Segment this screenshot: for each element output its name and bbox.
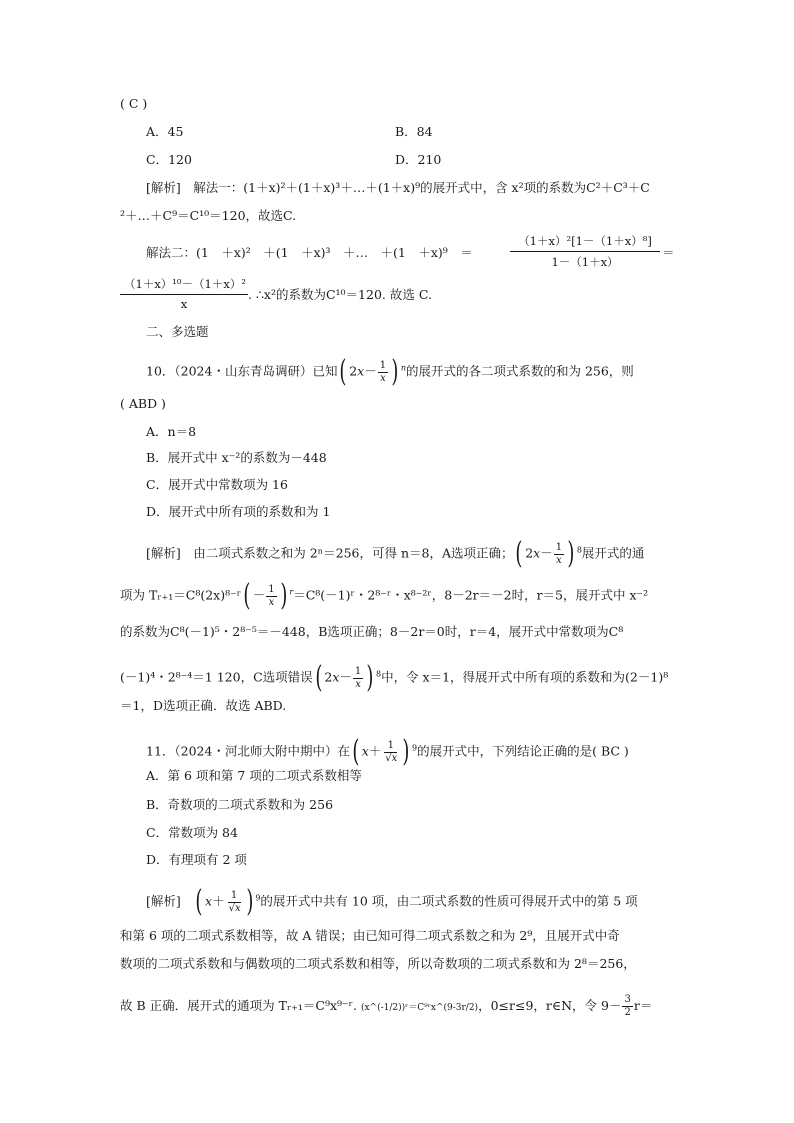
q10-analysis-line1: [解析] 由二项式系数之和为 2ⁿ＝256，可得 n＝8，A选项正确；( 2x－ $\frac{1}{x}$ ) $^8$展开式的通 xyxy=(146,536,645,571)
q9-method1-text: 解法一：(1＋x)²＋(1＋x)³＋…＋(1＋x)⁹的展开式中，含 x²项的系数为C²＋C³＋C xyxy=(193,180,650,195)
q10-analysis-text: 由二项式系数之和为 2ⁿ＝256，可得 n＝8，A选项正确； xyxy=(193,545,514,561)
q10-option-a: A．n＝8 xyxy=(146,424,197,439)
q11-analysis-text-end: r＝ xyxy=(633,998,653,1013)
q11-analysis-text: 的展开式中共有 10 项，由二项式系数的性质可得展开式中的第 5 项 xyxy=(260,893,638,909)
q11-stem: 11．（2024・河北师大附中期中）在( x＋ $\frac{1}{√x}$ ) $^9$的展开式中，下列结论正确的是( BC ) xyxy=(146,734,629,769)
q10-stem-text: 10．（2024・山东青岛调研）已知 xyxy=(146,363,338,379)
fraction-denominator: x xyxy=(180,297,188,311)
q9-option-a: A．45 xyxy=(146,124,184,139)
q10-analysis-text-end: 中，令 x＝1，得展开式中所有项的系数和为(2－1)⁸ xyxy=(381,669,669,685)
q11-general-term: (x^(-1/2))ʳ＝C⁹ʳx^(9-3r/2) xyxy=(360,1003,479,1013)
q11-analysis-text: 故 B 正确．展开式的通项为 Tᵣ₊₁＝C⁹x⁹⁻ʳ. xyxy=(120,998,357,1013)
q9-method2-equals: ＝ xyxy=(662,245,675,260)
q9-option-c: C．120 xyxy=(146,152,192,167)
q9-answer: ( C ) xyxy=(120,96,148,111)
q10-option-d: D．展开式中所有项的系数和为 1 xyxy=(146,504,331,519)
q10-option-c: C．展开式中常数项为 16 xyxy=(146,477,288,492)
q11-stem-text: 11．（2024・河北师大附中期中）在 xyxy=(146,743,350,759)
analysis-tag: [解析] xyxy=(146,893,181,909)
q11-option-b: B．奇数项的二项式系数和为 256 xyxy=(146,797,334,812)
q9-option-b: B．84 xyxy=(395,124,433,139)
q11-option-a: A．第 6 项和第 7 项的二项式系数相等 xyxy=(146,768,362,783)
q11-option-d: D．有理项有 2 项 xyxy=(146,852,247,867)
section-title: 二、多选题 xyxy=(146,324,209,339)
fraction-numerator: （1＋x）²[1－（1＋x）⁸] xyxy=(510,233,660,252)
q10-analysis-text: 项为 Tᵣ₊₁＝C⁸(2x)⁸⁻ʳ xyxy=(120,587,242,603)
q11-stem-text-end: 的展开式中，下列结论正确的是( BC ) xyxy=(417,743,629,759)
q10-analysis-line3: 的系数为C⁸(－1)⁵・2⁸⁻⁵＝－448，B选项正确；8－2r＝0时，r＝4，展开式中常数项为C⁸ xyxy=(120,624,624,639)
q11-analysis-line3: 数项的二项式系数和与偶数项的二项式系数和相等，所以奇数项的二项式系数和为 2⁸＝256， xyxy=(120,956,636,971)
analysis-tag: [解析] xyxy=(146,180,181,195)
q11-analysis-text-mid: ，0≤r≤9，r∈N，令 9－ xyxy=(478,998,622,1013)
q11-option-c: C．常数项为 84 xyxy=(146,825,238,840)
q10-analysis-text: (－1)⁴・2⁸⁻⁴＝1 120，C选项错误 xyxy=(120,669,313,685)
q10-option-b: B．展开式中 x⁻²的系数为－448 xyxy=(146,450,327,465)
q10-analysis-line5: ＝1，D选项正确．故选 ABD. xyxy=(120,698,287,713)
q9-option-d: D．210 xyxy=(395,152,442,167)
q9-analysis-line2: ²＋…＋C⁹＝C¹⁰＝120，故选C. xyxy=(120,208,297,223)
fraction-numerator: （1＋x）¹⁰－（1＋x）² xyxy=(120,276,248,295)
analysis-tag: [解析] xyxy=(146,545,181,561)
q9-method2-tail: . ∴x²的系数为C¹⁰＝120. 故选 C. xyxy=(248,287,432,302)
q11-analysis-line4: 故 B 正确．展开式的通项为 Tᵣ₊₁＝C⁹x⁹⁻ʳ. (x^(-1/2))ʳ＝C⁹ʳx^(9-3r/2)，0≤r≤9，r∈N，令 9－ $\frac{3}{2}$ r＝ xyxy=(120,994,653,1018)
fraction-denominator: 1－（1＋x） xyxy=(551,255,619,269)
q9-method2-prefix: 解法二：(1 ＋x)² ＋(1 ＋x)³ ＋… ＋(1 ＋x)⁹ ＝ xyxy=(146,245,473,260)
q9-analysis-line1 xyxy=(146,180,650,196)
q10-answer: ( ABD ) xyxy=(120,396,166,411)
q10-stem: 10．（2024・山东青岛调研）已知( 2x－ $\frac{1}{x}$ ) $^n$的展开式的各二项式系数的和为 256，则 xyxy=(146,354,634,389)
q11-analysis-line1: [解析] ( x＋ $\frac{1}{√x}$ ) $^9$的展开式中共有 10 项，由二项式系数的性质可得展开式中的第 5 项 xyxy=(146,884,638,919)
q9-method2-fraction2 xyxy=(120,276,248,311)
q9-method2-fraction xyxy=(510,233,660,270)
q10-analysis-line4: (－1)⁴・2⁸⁻⁴＝1 120，C选项错误( 2x－ $\frac{1}{x}$ ) $^8$中，令 x＝1，得展开式中所有项的系数和为(2－1)⁸ xyxy=(120,660,669,695)
q10-analysis-text-end: 展开式的通 xyxy=(581,545,645,561)
q10-analysis-line2: 项为 Tᵣ₊₁＝C⁸(2x)⁸⁻ʳ( － $\frac{1}{x}$ ) $^r$＝C⁸(－1)ʳ・2⁸⁻ʳ・x⁸⁻²ʳ，8－2r＝－2时，r＝5，展开式中 x⁻² xyxy=(120,578,649,613)
q10-stem-text-end: 的展开式的各二项式系数的和为 256，则 xyxy=(405,363,634,379)
q10-analysis-text-end: ＝C⁸(－1)ʳ・2⁸⁻ʳ・x⁸⁻²ʳ，8－2r＝－2时，r＝5，展开式中 x⁻² xyxy=(293,587,649,603)
q11-analysis-line2: 和第 6 项的二项式系数相等，故 A 错误；由已知可得二项式系数之和为 2⁹，且展开式中奇 xyxy=(120,928,620,943)
